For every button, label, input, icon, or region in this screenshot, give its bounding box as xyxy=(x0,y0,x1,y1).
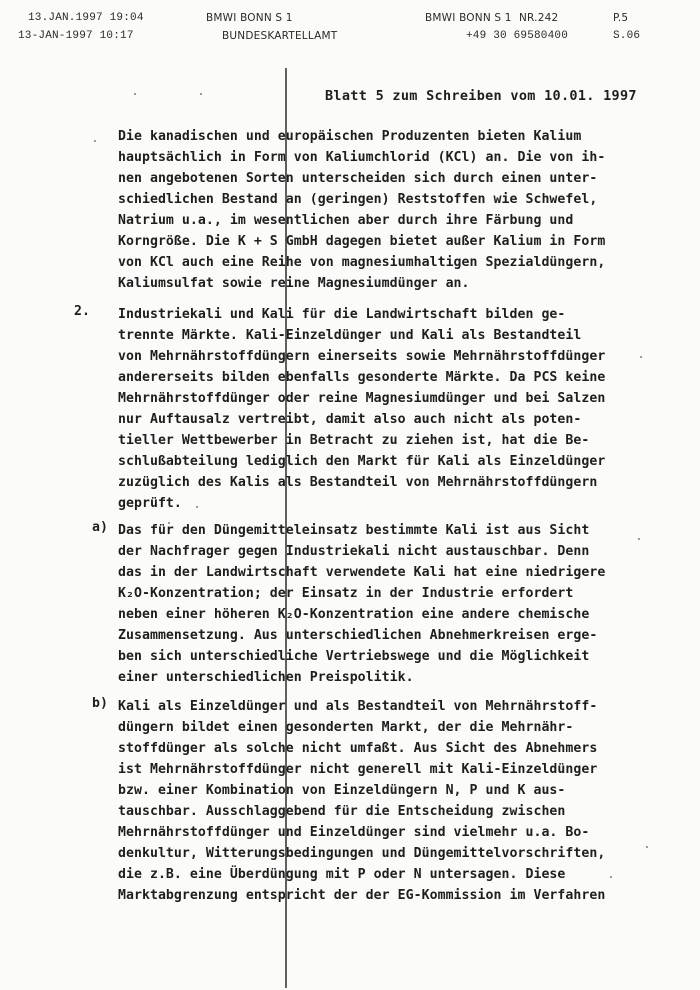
text-line: nur Auftausalz vertreibt, damit also auch nicht als poten- xyxy=(118,412,582,427)
text-line: schlußabteilung lediglich den Markt für Kali als Einzeldünger xyxy=(118,454,606,469)
text-line: Das für den Düngemitteleinsatz bestimmte Kali ist aus Sicht xyxy=(118,523,590,538)
fax-datetime-2: 13-JAN-1997 10:17 xyxy=(18,30,134,42)
text-line: denkultur, Witterungsbedingungen und Düngemittelvorschriften, xyxy=(118,846,606,861)
text-line: K₂O-Konzentration; der Einsatz in der Industrie erfordert xyxy=(118,586,574,601)
text-line: das in der Landwirtschaft verwendete Kali hat eine niedrigere xyxy=(118,565,606,580)
fax-sender-1: BMWI BONN S 1 xyxy=(206,12,293,24)
text-line: andererseits bilden ebenfalls gesonderte Märkte. Da PCS keine xyxy=(118,370,606,385)
scan-speck xyxy=(646,846,648,848)
text-line: schiedlichen Bestand an (geringen) Reststoffen wie Schwefel, xyxy=(118,192,598,207)
sub-b-paragraph xyxy=(118,696,605,906)
text-line: geprüft. xyxy=(118,496,182,511)
scan-speck xyxy=(638,538,640,540)
text-line: bzw. einer Kombination von Einzeldüngern N, P und K aus- xyxy=(118,783,566,798)
text-line: einer unterschiedlichen Preispolitik. xyxy=(118,670,414,685)
text-line: tauschbar. Ausschlaggebend für die Entscheidung zwischen xyxy=(118,804,566,819)
section-2-paragraph xyxy=(118,304,605,514)
text-line: Kali als Einzeldünger und als Bestandteil von Mehrnährstoff- xyxy=(118,699,598,714)
fax-datetime-1: 13.JAN.1997 19:04 xyxy=(28,12,144,24)
text-line: hauptsächlich in Form von Kaliumchlorid (KCl) an. Die von ih- xyxy=(118,150,606,165)
text-line: ben sich unterschiedliche Vertriebswege und die Möglichkeit xyxy=(118,649,590,664)
text-line: Marktabgrenzung entspricht der der EG-Kommission im Verfahren xyxy=(118,888,606,903)
text-line: der Nachfrager gegen Industriekali nicht austauschbar. Denn xyxy=(118,544,590,559)
text-line: Industriekali und Kali für die Landwirtschaft bilden ge- xyxy=(118,307,566,322)
text-line: ist Mehrnährstoffdünger nicht generell mit Kali-Einzeldünger xyxy=(118,762,598,777)
section-2-marker: 2. xyxy=(74,304,90,319)
fax-sender-2: BUNDESKARTELLAMT xyxy=(222,30,338,42)
text-line: Kaliumsulfat sowie reine Magnesiumdünger an. xyxy=(118,276,470,291)
text-line: von Mehrnährstoffdüngern einerseits sowie Mehrnährstoffdünger xyxy=(118,349,606,364)
fax-phone: +49 30 69580400 xyxy=(466,30,569,42)
text-line: trennte Märkte. Kali-Einzeldünger und Kali als Bestandteil xyxy=(118,328,582,343)
scan-speck xyxy=(610,876,612,878)
scan-speck xyxy=(134,93,136,95)
text-line: Mehrnährstoffdünger oder reine Magnesiumdünger und bei Salzen xyxy=(118,391,606,406)
text-line: Zusammensetzung. Aus unterschiedlichen Abnehmerkreisen erge- xyxy=(118,628,598,643)
text-line: düngern bildet einen gesonderten Markt, der die Mehrnähr- xyxy=(118,720,574,735)
text-line: die z.B. eine Überdüngung mit P oder N untersagen. Diese xyxy=(118,867,566,882)
text-line: tieller Wettbewerber in Betracht zu ziehen ist, hat die Be- xyxy=(118,433,590,448)
fax-page-1: P.5 xyxy=(613,12,629,24)
fax-receiver-1: BMWI BONN S 1 xyxy=(425,12,512,24)
text-line: von KCl auch eine Reihe von magnesiumhaltigen Spezialdüngern, xyxy=(118,255,606,270)
scan-speck xyxy=(200,93,202,95)
text-line: Mehrnährstoffdünger und Einzeldünger sind vielmehr u.a. Bo- xyxy=(118,825,590,840)
text-line: Die kanadischen und europäischen Produzenten bieten Kalium xyxy=(118,129,582,144)
text-line: neben einer höheren K₂O-Konzentration eine andere chemische xyxy=(118,607,590,622)
sheet-reference: Blatt 5 zum Schreiben vom 10.01. 1997 xyxy=(325,88,637,104)
fax-number: NR.242 xyxy=(519,12,559,24)
text-line: Korngröße. Die K + S GmbH dagegen bietet außer Kalium in Form xyxy=(118,234,606,249)
text-line: zuzüglich des Kalis als Bestandteil von Mehrnährstoffdüngern xyxy=(118,475,598,490)
sub-a-marker: a) xyxy=(92,520,108,535)
sub-b-marker: b) xyxy=(92,696,108,711)
scan-speck xyxy=(640,356,642,358)
text-line: stoffdünger als solche nicht umfaßt. Aus Sicht des Abnehmers xyxy=(118,741,598,756)
scan-speck xyxy=(94,140,96,142)
text-line: Natrium u.a., im wesentlichen aber durch ihre Färbung und xyxy=(118,213,574,228)
intro-paragraph xyxy=(118,126,605,294)
fax-page-2: S.06 xyxy=(613,30,641,42)
text-line: nen angebotenen Sorten unterscheiden sich durch einen unter- xyxy=(118,171,598,186)
sub-a-paragraph xyxy=(118,520,605,688)
